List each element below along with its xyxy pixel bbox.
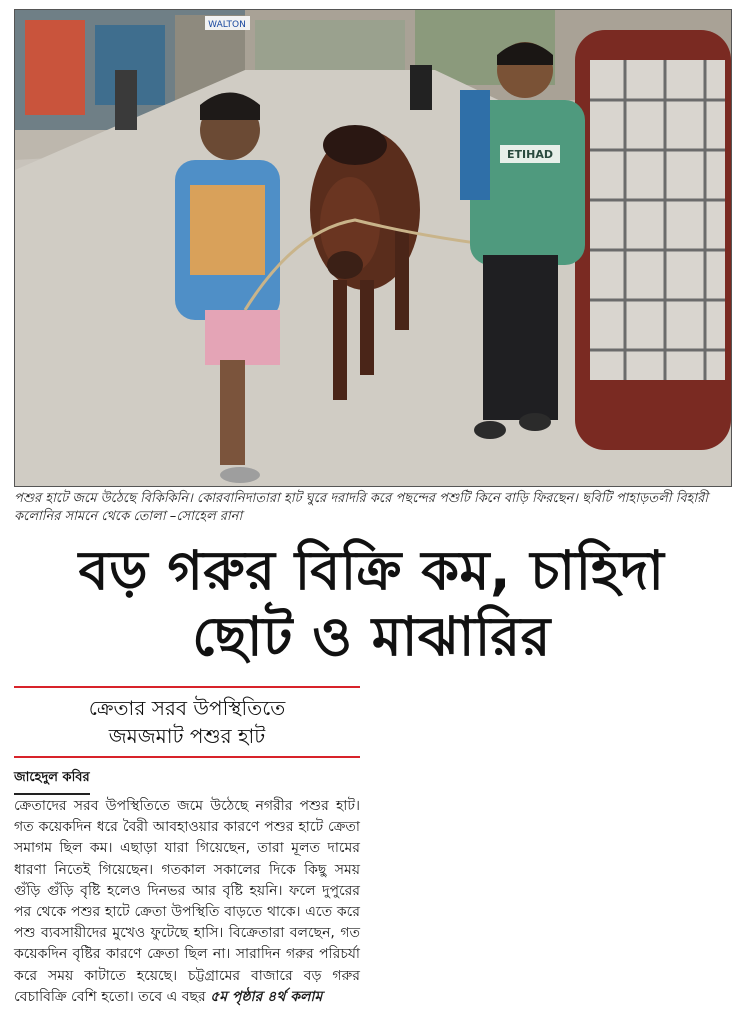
photo-caption: পশুর হাটে জমে উঠেছে বিকিকিনি। কোরবানিদাতারা হাট ঘুরে দরাদরি করে পছন্দের পশুটি কিনে বাড়ি ফিরছেন। ছবিটি পাহাড়তলী বিহারী কলোনির সামনে থেকে তোলা –সোহেল রানা <box>14 491 709 524</box>
subhead-line-1: ক্রেতার সরব উপস্থিতিতে <box>88 696 286 720</box>
headline-line-1: বড় গরুর বিক্রি কম, চাহিদা <box>78 539 665 602</box>
jersey-text: ETIHAD <box>507 148 553 161</box>
shop-sign: WALTON <box>208 20 246 30</box>
subhead <box>14 694 360 750</box>
article-body <box>14 796 360 1008</box>
headline <box>0 538 743 670</box>
continuation-note: ৫ম পৃষ্ঠার ৪র্থ কলাম <box>210 988 323 1005</box>
news-photo <box>14 9 732 487</box>
article-body-text: ক্রেতাদের সরব উপস্থিতিতে জমে উঠেছে নগরীর পশুর হাট। গত কয়েকদিন ধরে বৈরী আবহাওয়ার কারণে পশুর হাটে ক্রেতা সমাগম ছিল কম। এছাড়া যারা গিয়েছেন, তারা মূলত দামের ধারণা নিতেই গিয়েছেন। গতকাল সকালের দিকে কিছু সময় গুঁড়ি গুঁড়ি বৃষ্টি হলেও দিনভর আর বৃষ্টি হয়নি। ফলে দুপুরের পর থেকে পশুর হাটে ক্রেতা উপস্থিতি বাড়তে থাকে। এতে করে পশু ব্যবসায়ীদের মুখেও ফুটেছে হাসি। বিক্রেতারা বলছেন, গত কয়েকদিন বৃষ্টির কারণে ক্রেতা ছিল না। সারাদিন গরুর পরিচর্যা করে সময় কাটাতে হয়েছে। চট্টগ্রামের বাজারে বড় গরুর বেচাবিক্রি বেশি হতো। তবে এ বছর <box>14 798 360 1005</box>
headline-line-2: ছোট ও মাঝারির <box>192 605 551 668</box>
byline: জাহেদুল কবির <box>14 768 90 795</box>
subhead-top-rule <box>14 686 360 688</box>
subhead-line-2: জমজমাট পশুর হাট <box>108 724 266 748</box>
news-photo-illustration <box>15 10 731 486</box>
subhead-bottom-rule <box>14 756 360 758</box>
